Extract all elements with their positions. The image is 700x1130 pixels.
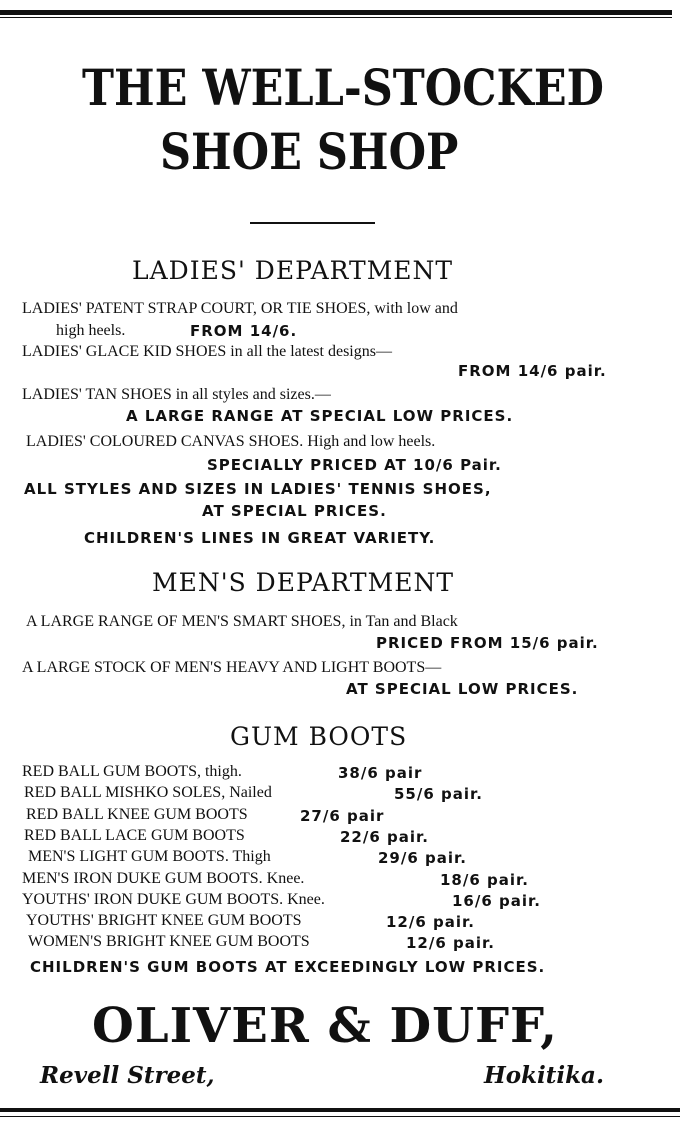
ladies-item5-price: AT SPECIAL PRICES.	[202, 502, 387, 520]
ladies-heading: LADIES' DEPARTMENT	[132, 256, 454, 285]
gum-heading: GUM BOOTS	[230, 722, 408, 751]
gum-boot-item-desc: RED BALL KNEE GUM BOOTS	[26, 805, 248, 823]
bottom-border-thin	[0, 1116, 680, 1117]
gum-boot-item-price: 18/6 pair.	[440, 870, 529, 889]
ladies-children-lines: CHILDREN'S LINES IN GREAT VARIETY.	[84, 529, 436, 547]
mens-item1-desc: A LARGE RANGE OF MEN'S SMART SHOES, in Tan and Black	[26, 613, 458, 630]
mens-item1-price: PRICED FROM 15/6 pair.	[376, 634, 599, 652]
gum-boot-item-price: 55/6 pair.	[394, 785, 483, 804]
firm-name: OLIVER & DUFF,	[92, 998, 559, 1054]
bottom-border-thick	[0, 1108, 680, 1112]
gum-boot-item-desc: YOUTHS' IRON DUKE GUM BOOTS. Knee.	[22, 890, 325, 908]
mens-heading: MEN'S DEPARTMENT	[152, 568, 454, 597]
ladies-item5-desc: ALL STYLES AND SIZES IN LADIES' TENNIS SHOES,	[24, 480, 492, 498]
town-name: Hokitika.	[484, 1062, 604, 1089]
gum-boot-item-price: 22/6 pair.	[340, 827, 429, 846]
gum-children-line: CHILDREN'S GUM BOOTS AT EXCEEDINGLY LOW PRICES.	[30, 958, 546, 976]
gum-boot-item-desc: MEN'S IRON DUKE GUM BOOTS. Knee.	[22, 869, 305, 887]
street-address: Revell Street,	[40, 1062, 215, 1089]
ladies-item3-price: A LARGE RANGE AT SPECIAL LOW PRICES.	[126, 407, 514, 425]
mens-item2-price: AT SPECIAL LOW PRICES.	[346, 680, 579, 698]
ladies-item4-price: SPECIALLY PRICED AT 10/6 Pair.	[207, 456, 502, 474]
page-title-line1: THE WELL-STOCKED	[82, 58, 604, 117]
gum-boot-item-price: 27/6 pair	[300, 806, 385, 825]
gum-boot-item-desc: YOUTHS' BRIGHT KNEE GUM BOOTS	[26, 912, 302, 930]
gum-boot-item-price: 12/6 pair.	[386, 913, 475, 932]
top-border-thin	[0, 17, 672, 18]
gum-boot-item-desc: MEN'S LIGHT GUM BOOTS. Thigh	[28, 848, 271, 866]
gum-boot-item-desc: WOMEN'S BRIGHT KNEE GUM BOOTS	[28, 933, 310, 951]
gum-boot-item-desc: RED BALL MISHKO SOLES, Nailed	[24, 784, 272, 802]
mens-item2-desc: A LARGE STOCK OF MEN'S HEAVY AND LIGHT BOOTS—	[22, 659, 442, 676]
ladies-item1-price: FROM 14/6.	[190, 322, 298, 340]
ladies-item1-cont: high heels.	[56, 322, 126, 339]
gum-boot-item-desc: RED BALL GUM BOOTS, thigh.	[22, 763, 242, 780]
ladies-item2-desc: LADIES' GLACE KID SHOES in all the latest designs—	[22, 343, 392, 360]
gum-boot-item-price: 38/6 pair	[338, 764, 423, 782]
ladies-item4-desc: LADIES' COLOURED CANVAS SHOES. High and low heels.	[26, 433, 436, 450]
gum-boot-item-price: 29/6 pair.	[378, 849, 467, 868]
ladies-item2-price: FROM 14/6 pair.	[458, 362, 607, 380]
title-divider	[250, 222, 375, 224]
ladies-item1-desc: LADIES' PATENT STRAP COURT, OR TIE SHOES, with low and	[22, 300, 458, 317]
page-title-line2: SHOE SHOP	[160, 122, 459, 181]
ladies-item3-desc: LADIES' TAN SHOES in all styles and sizes.—	[22, 386, 331, 403]
gum-boot-item-price: 16/6 pair.	[452, 891, 541, 910]
gum-boot-item-desc: RED BALL LACE GUM BOOTS	[24, 826, 245, 844]
top-border-thick	[0, 10, 672, 15]
gum-boot-item-price: 12/6 pair.	[406, 934, 495, 953]
